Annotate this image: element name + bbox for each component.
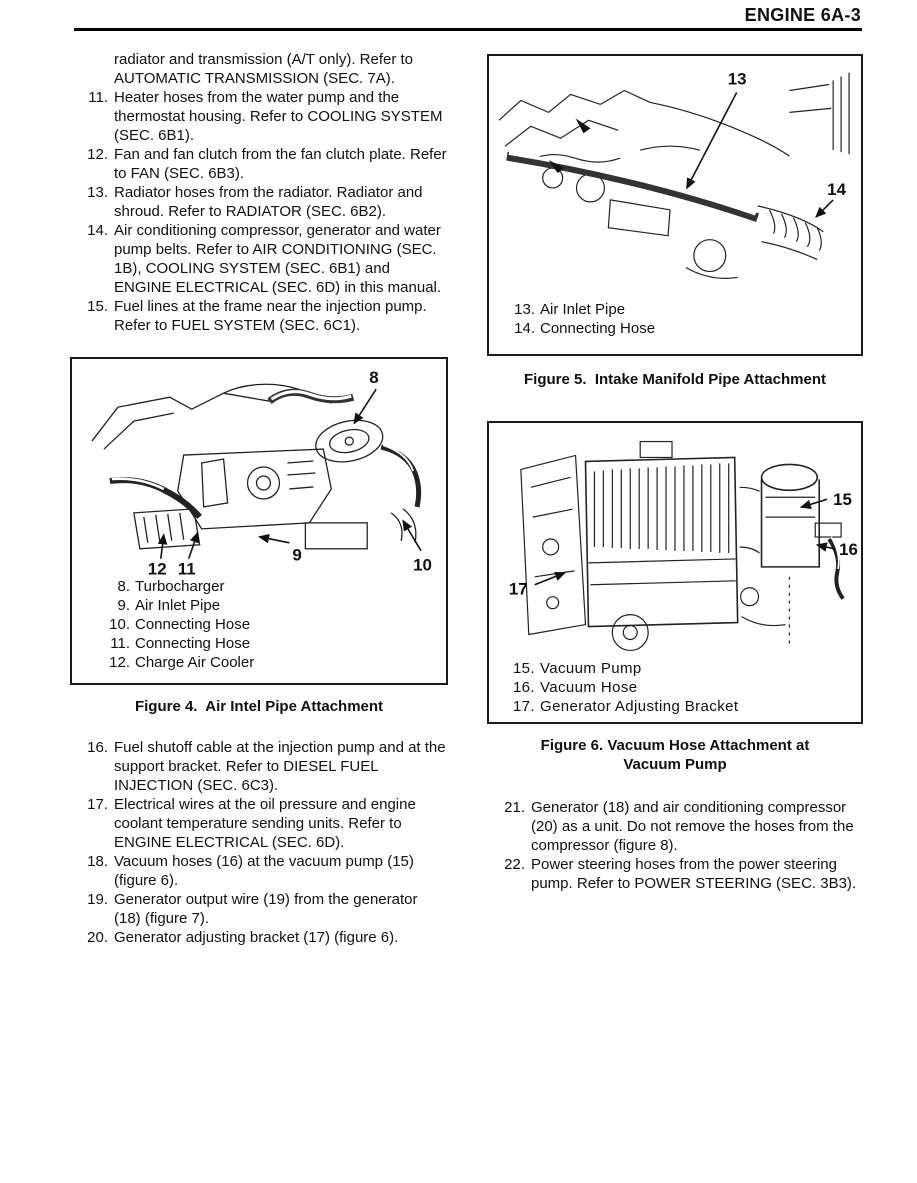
legend-label: Turbocharger bbox=[135, 578, 225, 595]
item-text: Generator adjusting bracket (17) (figure 6). bbox=[114, 929, 399, 946]
item-text: Electrical wires at the oil pressure and engine coolant temperature sending units. Refer to ENGINE ELECTRICAL (SEC. 6D). bbox=[114, 796, 416, 851]
legend-number: 9. bbox=[117, 597, 130, 614]
list-item-21 bbox=[487, 798, 863, 855]
legend-row bbox=[102, 634, 444, 653]
left-column bbox=[70, 50, 448, 947]
item-number: 19. bbox=[87, 891, 108, 908]
figure4-drawing bbox=[74, 363, 444, 577]
figure4-callout-12: 12 bbox=[147, 559, 167, 577]
item-number: 22. bbox=[504, 856, 525, 873]
item-number: 17. bbox=[87, 796, 108, 813]
figure6-drawing bbox=[491, 427, 859, 659]
item-number: 20. bbox=[87, 929, 108, 946]
legend-row bbox=[102, 615, 444, 634]
item-number: 13. bbox=[87, 184, 108, 201]
page-title: ENGINE 6A-3 bbox=[744, 5, 861, 25]
figure4-callout-9: 9 bbox=[292, 545, 302, 565]
list-item-12 bbox=[70, 145, 448, 183]
legend-number: 17. bbox=[512, 698, 535, 715]
legend-row bbox=[102, 596, 444, 615]
list-item-18 bbox=[70, 852, 448, 890]
legend-row bbox=[507, 697, 859, 716]
list-item-17 bbox=[70, 795, 448, 852]
figure5-legend bbox=[491, 300, 859, 338]
continuation-paragraph: radiator and transmission (A/T only). Refer to AUTOMATIC TRANSMISSION (SEC. 7A). bbox=[114, 51, 414, 87]
figure6-callout-17: 17 bbox=[508, 579, 528, 599]
legend-row bbox=[102, 577, 444, 596]
item-number: 18. bbox=[87, 853, 108, 870]
legend-label: Air Inlet Pipe bbox=[135, 597, 221, 614]
figure5-caption: Figure 5. Intake Manifold Pipe Attachment bbox=[524, 371, 826, 388]
right-column bbox=[487, 50, 863, 893]
item-text: Generator (18) and air conditioning compressor (20) as a unit. Do not remove the hoses from the compressor (figure 8). bbox=[531, 799, 854, 854]
legend-label: Charge Air Cooler bbox=[135, 654, 255, 671]
item-number: 15. bbox=[87, 298, 108, 315]
legend-number: 10. bbox=[109, 616, 130, 633]
item-text: Generator output wire (19) from the generator (18) (figure 7). bbox=[114, 891, 418, 927]
item-text: Power steering hoses from the power steering pump. Refer to POWER STEERING (SEC. 3B3). bbox=[531, 856, 857, 892]
item-text: Radiator hoses from the radiator. Radiator and shroud. Refer to RADIATOR (SEC. 6B2). bbox=[114, 184, 423, 220]
legend-number: 15. bbox=[512, 660, 535, 677]
header-rule bbox=[74, 28, 862, 31]
figure4-legend bbox=[74, 577, 444, 672]
legend-number: 12. bbox=[109, 654, 130, 671]
item-text: Heater hoses from the water pump and the thermostat housing. Refer to COOLING SYSTEM (SEC. 6B1). bbox=[114, 89, 443, 144]
legend-number: 14. bbox=[514, 320, 535, 337]
item-number: 21. bbox=[504, 799, 525, 816]
figure5-box bbox=[487, 54, 863, 356]
figure5-callout-13: 13 bbox=[727, 69, 747, 89]
legend-number: 13. bbox=[514, 301, 535, 318]
list-item-11 bbox=[70, 88, 448, 145]
list-item-13 bbox=[70, 183, 448, 221]
item-number: 16. bbox=[87, 739, 108, 756]
list-item-15 bbox=[70, 297, 448, 335]
figure5-drawing bbox=[491, 60, 859, 300]
legend-number: 11. bbox=[110, 635, 130, 652]
legend-label: Generator Adjusting Bracket bbox=[540, 698, 739, 715]
figure4-callout-8: 8 bbox=[369, 368, 379, 388]
legend-label: Connecting Hose bbox=[135, 635, 251, 652]
list-item-14 bbox=[70, 221, 448, 297]
figure4-callout-10: 10 bbox=[413, 555, 432, 575]
item-text: Fan and fan clutch from the fan clutch plate. Refer to FAN (SEC. 6B3). bbox=[114, 146, 447, 182]
legend-label: Vacuum Hose bbox=[540, 679, 638, 696]
legend-row bbox=[102, 653, 444, 672]
item-number: 11. bbox=[88, 89, 108, 106]
figure6-box bbox=[487, 421, 863, 724]
item-number: 14. bbox=[87, 222, 108, 239]
legend-number: 8. bbox=[117, 578, 130, 595]
legend-row bbox=[507, 659, 859, 678]
list-item-19 bbox=[70, 890, 448, 928]
figure4-box bbox=[70, 357, 448, 685]
item-number: 12. bbox=[87, 146, 108, 163]
item-text: Air conditioning compressor, generator and water pump belts. Refer to AIR CONDITIONING (SEC. 1B), COOLING SYSTEM (SEC. 6B1) and ENGINE ELECTRICAL (SEC. 6D) in this manual. bbox=[114, 222, 442, 296]
legend-row bbox=[507, 678, 859, 697]
legend-label: Vacuum Pump bbox=[540, 660, 642, 677]
item-text: Fuel shutoff cable at the injection pump and at the support bracket. Refer to DIESEL FUEL INJECTION (SEC. 6C3). bbox=[114, 739, 446, 794]
legend-number: 16. bbox=[512, 679, 535, 696]
figure6-legend bbox=[491, 659, 859, 716]
legend-label: Connecting Hose bbox=[135, 616, 251, 633]
figure6-caption: Figure 6. Vacuum Hose Attachment at Vacuum Pump bbox=[540, 737, 814, 773]
list-item-20 bbox=[70, 928, 448, 947]
figure4-caption: Figure 4. Air Intel Pipe Attachment bbox=[134, 698, 384, 715]
item-text: Fuel lines at the frame near the injection pump. Refer to FUEL SYSTEM (SEC. 6C1). bbox=[114, 298, 427, 334]
legend-label: Connecting Hose bbox=[540, 320, 656, 337]
list-item-16 bbox=[70, 738, 448, 795]
item-text: Vacuum hoses (16) at the vacuum pump (15) (figure 6). bbox=[114, 853, 414, 889]
figure4-callout-11: 11 bbox=[177, 559, 196, 577]
figure6-callout-16: 16 bbox=[839, 539, 858, 559]
figure5-callout-14: 14 bbox=[827, 179, 846, 199]
legend-label: Air Inlet Pipe bbox=[540, 301, 626, 318]
figure6-callout-15: 15 bbox=[833, 490, 852, 510]
legend-row bbox=[507, 300, 859, 319]
list-item-22 bbox=[487, 855, 863, 893]
legend-row bbox=[507, 319, 859, 338]
